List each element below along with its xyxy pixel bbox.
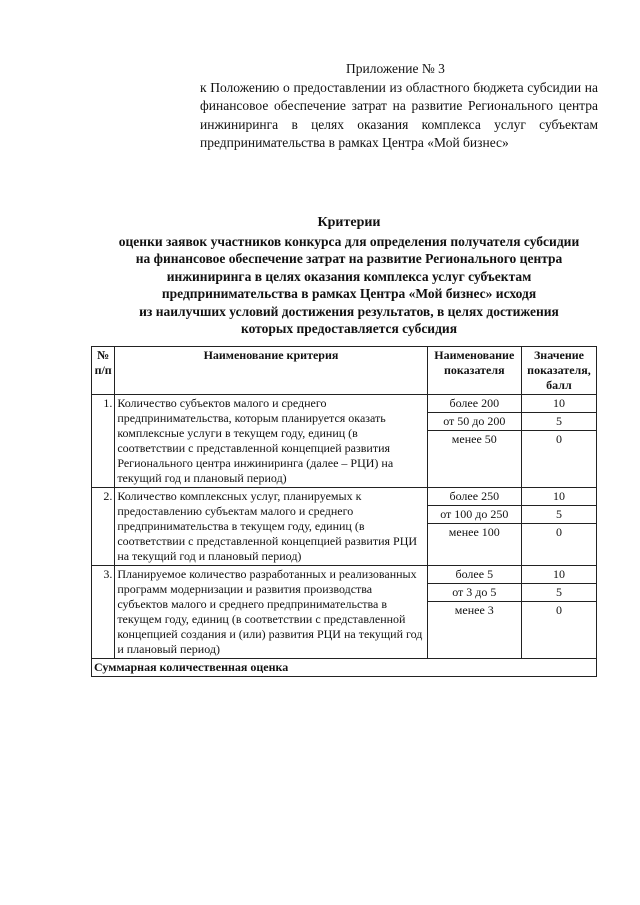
- row-values: [521, 395, 596, 488]
- heading-subtitle-line: из наилучших условий достижения результатов, в целях достижения: [139, 303, 559, 319]
- row-num: 3.: [92, 566, 115, 659]
- value-item: 10: [522, 488, 596, 506]
- row-indicators: [427, 488, 521, 566]
- heading-subtitle-line: предпринимательства в рамках Центра «Мой бизнес» исходя: [161, 286, 537, 301]
- header-indicator: Наименование показателя: [427, 347, 521, 395]
- appendix-text: к Положению о предоставлении из областного бюджета субсидии на финансовое обеспечение затрат на развитие Регионального центра инжиниринга в целях оказания комплекса услуг субъектам предпринимательства в рамках Центра «Мой бизнес»: [200, 79, 598, 150]
- header-name: Наименование критерия: [115, 347, 427, 395]
- value-item: 10: [522, 395, 596, 413]
- heading-subtitle-line: которых предоставляется субсидия: [240, 321, 458, 336]
- value-item: 5: [522, 584, 596, 602]
- table-header-row: [92, 347, 597, 395]
- row-indicators: [427, 566, 521, 659]
- summary-row: [92, 659, 597, 677]
- indicator-item: менее 100: [448, 525, 500, 539]
- row-indicators: [427, 395, 521, 488]
- row-criterion: Количество субъектов малого и среднего предпринимательства, которым планируется оказать комплексные услуги в текущем году, единиц (в соответствии с представленной концепцией развития Регионального центра инжиниринга (далее – РЦИ) на текущий год и плановый период): [115, 395, 427, 488]
- indicator-item: менее 3: [454, 603, 494, 617]
- heading-title: Критерии: [317, 215, 381, 230]
- heading-subtitle-line: на финансовое обеспечение затрат на развитие Регионального центра: [135, 251, 563, 266]
- value-item: 0: [555, 603, 562, 617]
- row-num: 1.: [92, 395, 115, 488]
- value-item: 0: [555, 432, 562, 446]
- header-num: № п/п: [92, 347, 115, 395]
- row-values: [521, 488, 596, 566]
- indicator-item: от 100 до 250: [428, 506, 521, 524]
- header-value: Значение показателя, балл: [521, 347, 596, 395]
- document-heading: [60, 214, 638, 338]
- row-criterion: Планируемое количество разработанных и реализованных программ модернизации и развития производства субъектов малого и среднего предпринимательства в текущем году, единиц (в соответствии с представленной концепцией создания и (или) развития РЦИ на текущий год и плановый период): [115, 566, 427, 659]
- indicator-item: более 5: [428, 566, 521, 584]
- indicator-item: менее 50: [451, 432, 497, 446]
- row-criterion: Количество комплексных услуг, планируемых к предоставлению субъектам малого и среднего предпринимательства в текущем году, единиц (в соответствии с представленной концепцией развития РЦИ на текущий год и плановый период): [115, 488, 427, 566]
- value-item: 10: [522, 566, 596, 584]
- table-row: [92, 488, 597, 566]
- indicator-item: более 250: [428, 488, 521, 506]
- table-row: [92, 395, 597, 488]
- appendix-number: Приложение № 3: [346, 61, 445, 76]
- indicator-item: более 200: [428, 395, 521, 413]
- summary-label: Суммарная количественная оценка: [92, 659, 597, 677]
- row-values: [521, 566, 596, 659]
- value-item: 0: [555, 525, 562, 539]
- row-num: 2.: [92, 488, 115, 566]
- heading-subtitle-line: оценки заявок участников конкурса для определения получателя субсидии: [118, 233, 580, 249]
- value-item: 5: [522, 506, 596, 524]
- indicator-item: от 50 до 200: [428, 413, 521, 431]
- heading-subtitle-line: инжиниринга в целях оказания комплекса услуг субъектам: [166, 268, 532, 284]
- value-item: 5: [522, 413, 596, 431]
- criteria-table: [91, 346, 597, 677]
- appendix-block: [200, 60, 598, 153]
- indicator-item: от 3 до 5: [428, 584, 521, 602]
- table-row: [92, 566, 597, 659]
